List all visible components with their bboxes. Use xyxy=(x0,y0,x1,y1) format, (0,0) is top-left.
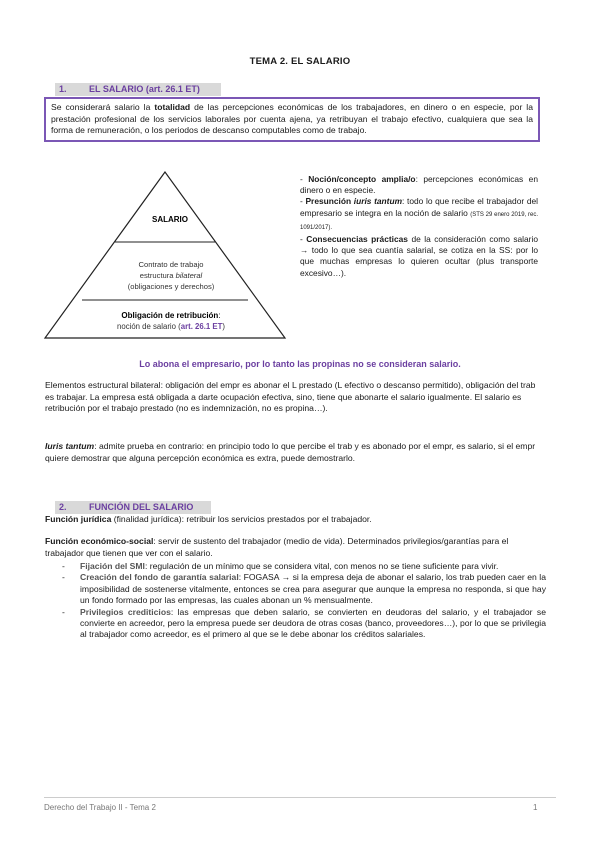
definition-bold: totalidad xyxy=(154,102,191,112)
guarantee-list xyxy=(62,561,546,641)
list-item xyxy=(62,561,546,572)
bullet-bold: Noción/concepto amplia/o xyxy=(308,174,416,184)
pyramid-middle-line2 xyxy=(140,271,203,280)
term-bold: Función económico-social xyxy=(45,536,154,546)
paragraph-text: (finalidad jurídica): retribuir los servicios prestados por el trabajador. xyxy=(111,514,372,524)
pyramid-top-label: SALARIO xyxy=(152,215,188,224)
section-number: 1. xyxy=(59,84,67,94)
bullet-citation: (STS 29 enero 2019, rec. 1091/2017). xyxy=(300,211,538,231)
pyramid-bottom-line1a: Obligación de retribución xyxy=(121,311,219,320)
list-item xyxy=(62,607,546,641)
pyramid-bottom-line2a: noción de salario ( xyxy=(117,322,181,331)
pyramid-bottom-line2c: ) xyxy=(222,322,225,331)
highlight-statement: Lo abona el empresario, por lo tanto las propinas no se consideran salario. xyxy=(139,359,461,369)
bullet-item xyxy=(300,196,538,234)
section-label: EL SALARIO (art. 26.1 ET) xyxy=(89,84,200,94)
list-item-term: Fijación del SMI xyxy=(80,561,145,571)
bullet-dash: - xyxy=(300,174,309,184)
pyramid-bottom-colon: : xyxy=(218,311,221,320)
term-bold-italic: Iuris tantum xyxy=(45,441,95,451)
list-item-term: Privilegios crediticios xyxy=(80,606,171,617)
paragraph-iuris-tantum xyxy=(45,441,545,464)
section-label: FUNCIÓN DEL SALARIO xyxy=(89,502,194,512)
pyramid-middle-line1: Contrato de trabajo xyxy=(138,260,204,269)
list-item-term: Creación del fondo de garantía salarial xyxy=(80,572,239,583)
footer-title: Derecho del Trabajo II - Tema 2 xyxy=(44,803,156,812)
pyramid-middle-line2a: estructura xyxy=(139,271,176,280)
paragraph-funcion-economica xyxy=(45,536,545,559)
list-item-text: : las empresas que deben salario, se convierten en deudoras del salario, y el trabajador se convierte en acreedor, pero la empresa puede ser deudora de otras cosas (banco, proveedores…), por lo que se privilegia al trabajador como acreedor, es el primero al que se le debe abonar los créditos salariales. xyxy=(80,606,546,640)
salary-pyramid-diagram xyxy=(40,170,290,340)
bullet-bold-italic: iuris tantum xyxy=(353,196,403,207)
concept-bullets xyxy=(300,174,538,279)
page-number: 1 xyxy=(533,803,538,812)
definition-text: Se considerará salario la xyxy=(51,102,155,112)
paragraph-structural: Elementos estructural bilateral: obligación del empr es abonar el L prestado (L efectivo o descanso permitido), obligación del trab es trabajar. La empresa está obligada a darte ocupación efectiva, sino, tiene que abonarte el salario igualmente. El salario es retribución por el trabajo prestado (no es indemnización, no es propina…). xyxy=(45,380,536,414)
pyramid-middle-line3: (obligaciones y derechos) xyxy=(127,282,215,291)
paragraph-text: : servir de sustento del trabajador (medio de vida). Determinados privilegios/garantías para el trabajador que tienen que ver con el salario. xyxy=(45,536,509,558)
definition-text-rest: de las percepciones económicas de los trabajadores, en dinero o en especie, por la prestación profesional de los servicios laborales por cuenta ajena, ya retribuyan el trabajo efectivo, cualquiera que sea la forma de remuneración, o los periodos de descanso computables como de trabajo. xyxy=(51,102,533,136)
section-number: 2. xyxy=(59,502,67,512)
pyramid-bottom-line2b: art. 26.1 ET xyxy=(180,322,223,331)
page-title: TEMA 2. EL SALARIO xyxy=(249,56,351,67)
section-heading-2 xyxy=(55,501,211,514)
pyramid-bottom-line1 xyxy=(121,311,220,320)
paragraph-funcion-juridica xyxy=(45,514,545,526)
list-item-text: : regulación de un mínimo que se considera vital, con menos no se tiene suficiente para vivir. xyxy=(144,561,499,571)
list-item xyxy=(62,572,546,606)
bullet-bold: Consecuencias prácticas xyxy=(306,234,408,245)
bullet-dash: - xyxy=(300,196,306,207)
term-bold: Función jurídica xyxy=(45,514,112,524)
definition-box xyxy=(44,97,540,142)
list-item-text: : FOGASA → si la empresa deja de abonar el salario, los trab pueden caer en la imposibilidad de sostenerse vitalmente, entonces se crea para asegurar que aunque la empresa no responda, si que hay un fondo formado por las empresas, las cuales abonan un % mensualmente. xyxy=(80,572,547,606)
footer-divider xyxy=(44,797,556,798)
bullet-text: : todo lo que recibe el trabajador del empresario se integra en la noción de salario xyxy=(300,196,539,218)
bullet-item xyxy=(300,234,538,279)
pyramid-bottom-line2 xyxy=(117,322,225,331)
bullet-dash: - xyxy=(300,234,307,245)
bullet-item xyxy=(300,174,538,196)
pyramid-middle-line2b: bilateral xyxy=(175,271,203,280)
bullet-text: : percepciones económicas en dinero o en especie. xyxy=(300,174,538,196)
bullet-bold: Presunción xyxy=(305,196,354,207)
paragraph-text: : admite prueba en contrario: en principio todo lo que percibe el trab y es abonado por el empr, es salario, si el empr quiere demostrar que alguna percepción económica es extra, puede demostrarlo. xyxy=(45,441,536,463)
section-heading-1 xyxy=(55,83,221,96)
bullet-text: de la consideración como salario → todo lo que sea cuantía salarial, se cotiza en la SS: por lo que muchas empresas lo quieren ocultar (plus transporte excesivo…). xyxy=(300,234,538,278)
